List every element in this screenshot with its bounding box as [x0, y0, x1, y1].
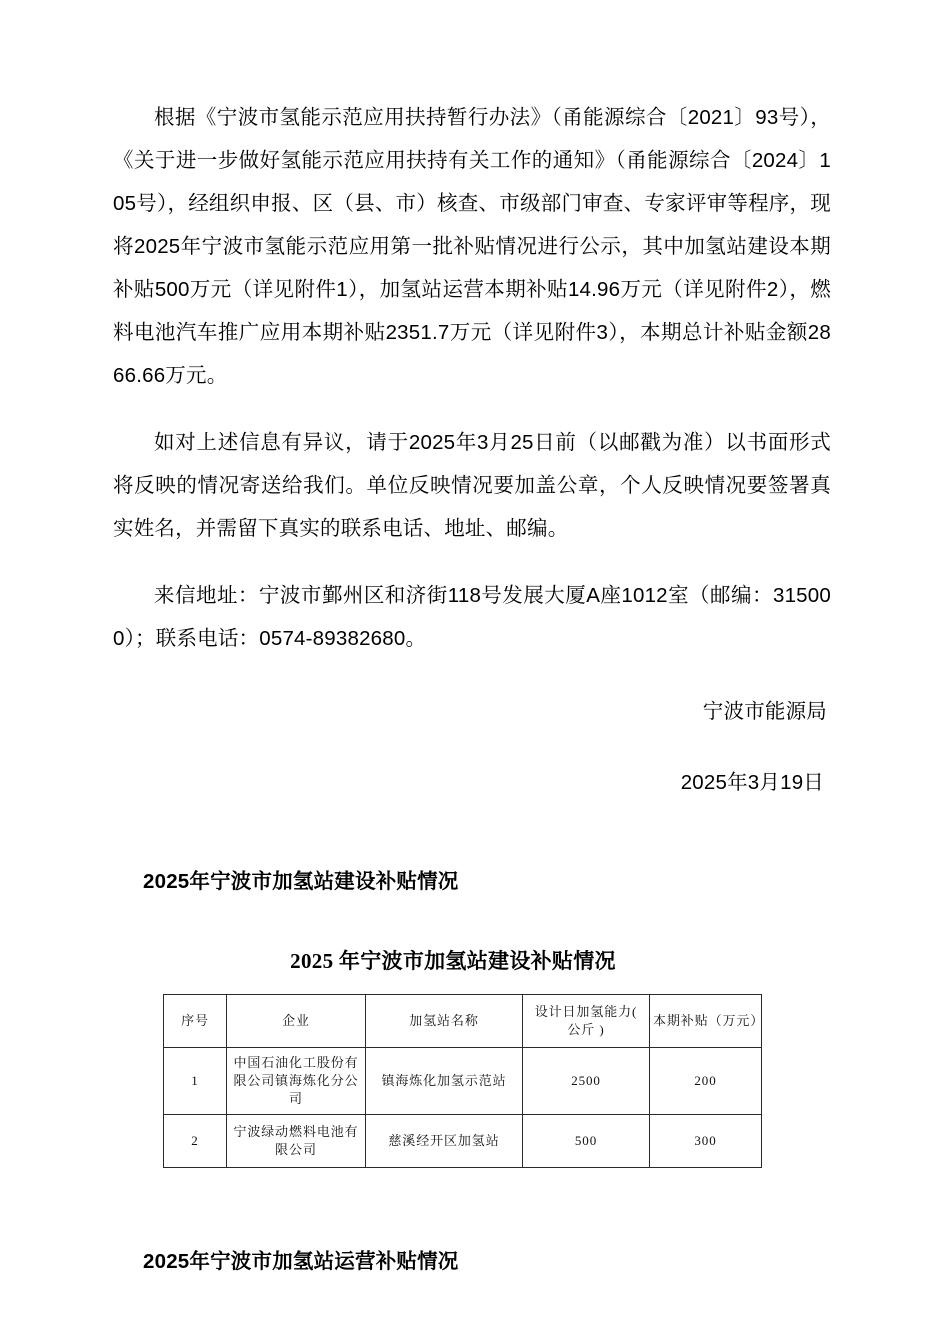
- header-cell-station: 加氢站名称: [366, 995, 523, 1048]
- cell-no: 2: [164, 1115, 227, 1168]
- document-body: [113, 96, 831, 1278]
- table-row: [164, 1115, 762, 1168]
- cell-subsidy: 300: [650, 1115, 762, 1168]
- cell-enterprise: 中国石油化工股份有限公司镇海炼化分公司: [227, 1048, 366, 1115]
- paragraph-objection: 如对上述信息有异议，请于2025年3月25日前（以邮戳为准）以书面形式将反映的情况寄送给我们。单位反映情况要加盖公章，个人反映情况要签署真实姓名，并需留下真实的联系电话、地址、邮编。: [113, 431, 831, 540]
- signature-block: [113, 690, 831, 804]
- header-cell-capacity: 设计日加氢能力( 公斤 ): [523, 995, 650, 1048]
- cell-enterprise: 宁波绿动燃料电池有限公司: [227, 1115, 366, 1168]
- section-heading-construction-subsidy: 2025年宁波市加氢站建设补贴情况: [143, 870, 459, 893]
- cell-no: 1: [164, 1048, 227, 1115]
- cell-station: 镇海炼化加氢示范站: [366, 1048, 523, 1115]
- cell-capacity: 500: [523, 1115, 650, 1168]
- header-cell-subsidy: 本期补贴（万元）: [650, 995, 762, 1048]
- header-cell-enterprise: 企业: [227, 995, 366, 1048]
- cell-subsidy: 200: [650, 1048, 762, 1115]
- table-header-row: [164, 995, 762, 1048]
- header-cell-no: 序号: [164, 995, 227, 1048]
- signature-date: 2025年3月19日: [680, 771, 824, 794]
- section-heading-operation-subsidy: 2025年宁波市加氢站运营补贴情况: [143, 1250, 459, 1273]
- cell-capacity: 2500: [523, 1048, 650, 1115]
- paragraph-contact: 来信地址：宁波市鄞州区和济街118号发展大厦A座1012室（邮编：315000）；联系电话：0574-89382680。: [113, 584, 831, 650]
- construction-subsidy-table: [163, 994, 765, 1168]
- paragraph-announcement: 根据《宁波市氢能示范应用扶持暂行办法》（甬能源综合〔2021〕93号），《关于进一步做好氢能示范应用扶持有关工作的通知》（甬能源综合〔2024〕105号），经组织申报、区（县、市）核查、市级部门审查、专家评审等程序，现将2025年宁波市氢能示范应用第一批补贴情况进行公示，其中加氢站建设本期补贴500万元（详见附件1），加氢站运营本期补贴14.96万元（详见附件2），燃料电池汽车推广应用本期补贴2351.7万元（详见附件3），本期总计补贴金额2866.66万元。: [113, 106, 831, 387]
- table-row: [164, 1048, 762, 1115]
- table-container: [113, 994, 831, 1168]
- signature-issuer: 宁波市能源局: [702, 700, 827, 723]
- table-title: 2025 年宁波市加氢站建设补贴情况: [290, 949, 616, 973]
- cell-station: 慈溪经开区加氢站: [366, 1115, 523, 1168]
